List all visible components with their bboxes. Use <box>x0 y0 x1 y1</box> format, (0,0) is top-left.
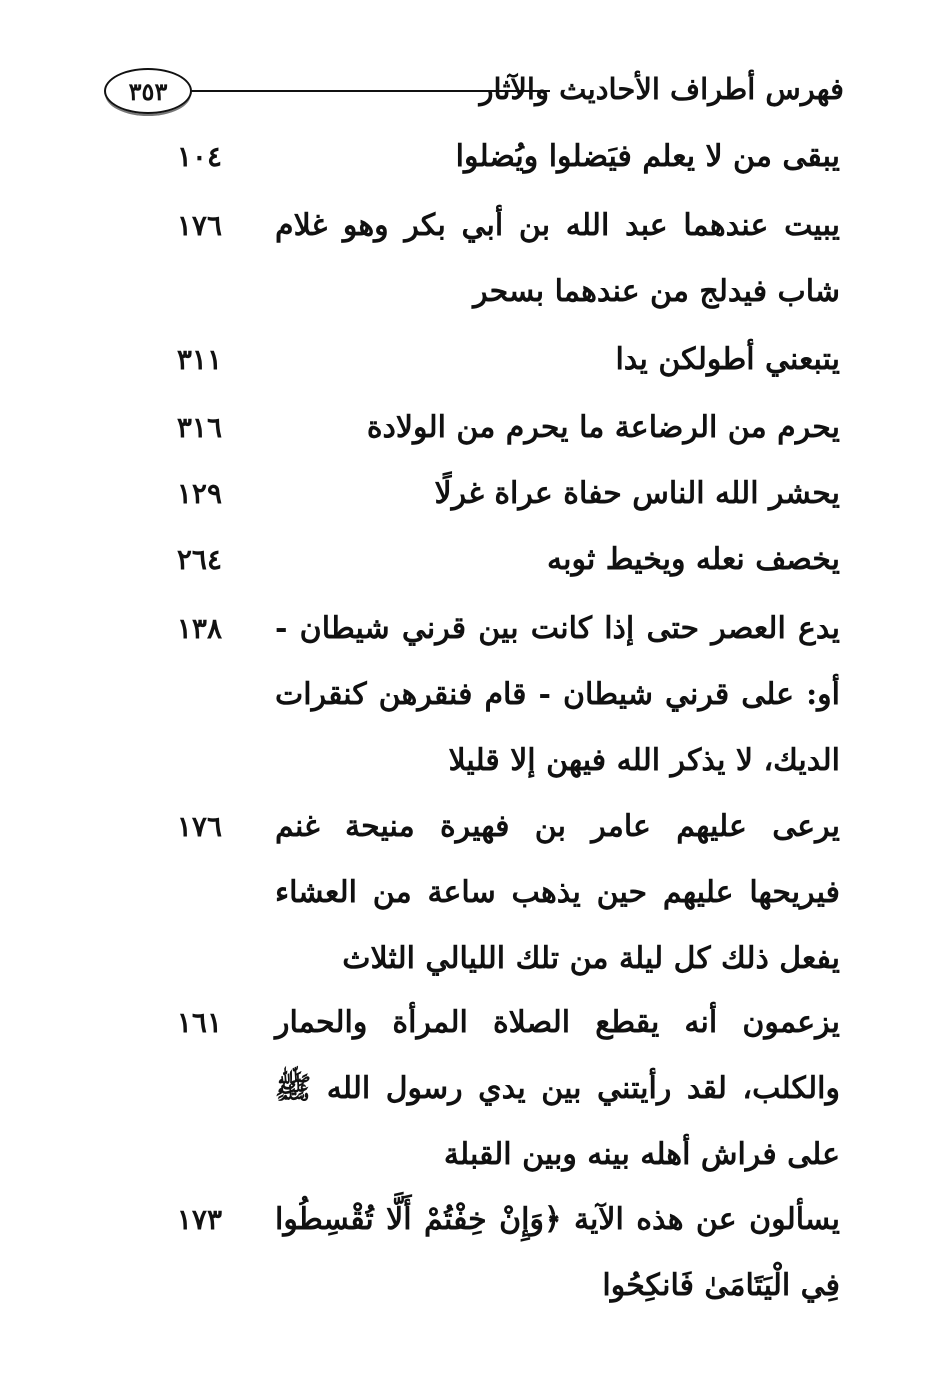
entry-page-number: ١٢٩ <box>176 477 222 510</box>
running-header <box>104 62 844 118</box>
entry-page-number: ١٧٦ <box>176 810 222 843</box>
entry-page-number: ٣١٦ <box>176 411 222 444</box>
page-number: ٣٥٣ <box>128 76 168 106</box>
entry-text: يدع العصر حتى إذا كانت بين قرني شيطان - أو: على قرني شيطان - قام فنقرهن كنقرات الديك، لا يذكر الله فيهن إلا قليلا <box>275 611 840 778</box>
entry-text: يزعمون أنه يقطع الصلاة المرأة والحمار والكلب، لقد رأيتني بين يدي رسول الله ﷺ على فراش أهله بينه وبين القبلة <box>275 1005 840 1172</box>
entry-text: يحشر الله الناس حفاة عراة غرلًا <box>434 476 840 511</box>
entry-page-number: ١٦١ <box>176 1006 222 1039</box>
header-title: فهرس أطراف الأحاديث والآثار <box>479 72 844 106</box>
entry-text: يحرم من الرضاعة ما يحرم من الولادة <box>366 410 840 445</box>
entry-text: يتبعني أطولكن يدا <box>615 342 840 377</box>
entry-text: يخصف نعله ويخيط ثوبه <box>547 542 840 577</box>
entry-text: يبقى من لا يعلم فيَضلوا ويُضلوا <box>455 139 840 174</box>
entry-page-number: ٣١١ <box>176 343 222 376</box>
page-number-badge <box>104 68 192 114</box>
entry-page-number: ١٧٦ <box>176 209 222 242</box>
entry-page-number: ١٧٣ <box>176 1203 222 1236</box>
entry-text: يرعى عليهم عامر بن فهيرة منيحة غنم فيريحها عليهم حين يذهب ساعة من العشاء يفعل ذلك كل ليلة من تلك الليالي الثلاث <box>275 809 840 976</box>
entry-page-number: ١٣٨ <box>176 612 222 645</box>
entry-text: يبيت عندهما عبد الله بن أبي بكر وهو غلام شاب فيدلج من عندهما بسحر <box>275 208 840 309</box>
entry-page-number: ٢٦٤ <box>176 543 222 576</box>
entry-text: يسألون عن هذه الآية ﴿وَإِنْ خِفْتُمْ أَلَّا تُقْسِطُوا فِي الْيَتَامَىٰ فَانكِحُوا <box>275 1202 840 1303</box>
entry-page-number: ١٠٤ <box>176 140 222 173</box>
